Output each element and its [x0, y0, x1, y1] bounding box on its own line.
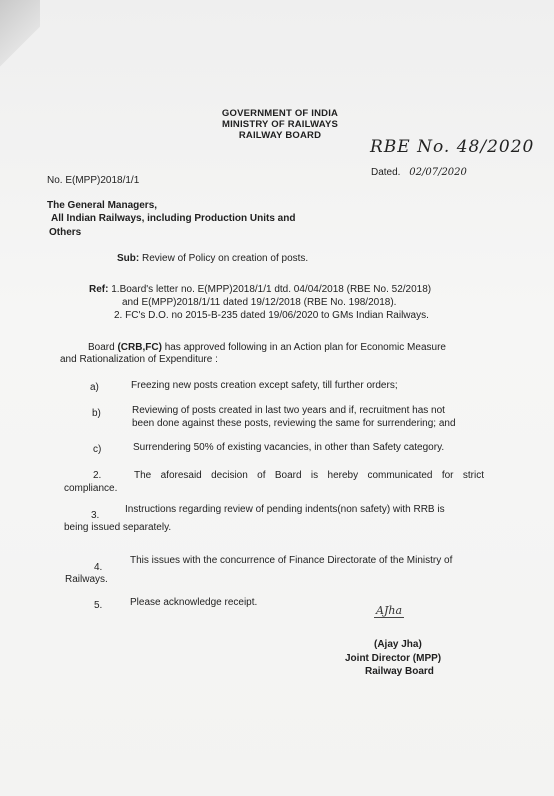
item-b-marker: b) [92, 408, 101, 419]
signatory-name: (Ajay Jha) [374, 639, 422, 650]
intro-bold: (CRB,FC) [117, 342, 162, 353]
item-c-marker: c) [93, 444, 102, 455]
para-3-line-2: being issued separately. [64, 522, 172, 533]
reference-text-1: 1.Board's letter no. E(MPP)2018/1/1 dtd. 04/04/2018 (RBE No. 52/2018) [111, 284, 432, 295]
para-2-line-1: The aforesaid decision of Board is hereby communicated for strict [134, 470, 484, 481]
addressee-line-3: Others [49, 227, 82, 238]
letter-number: No. E(MPP)2018/1/1 [47, 175, 140, 186]
header-board: RAILWAY BOARD [238, 130, 322, 141]
addressee-line-1: The General Managers, [47, 200, 158, 211]
item-a-text: Freezing new posts creation except safety, till further orders; [131, 380, 398, 391]
subject-label: Sub: [117, 253, 140, 264]
para-4-number: 4. [94, 562, 103, 573]
subject-line [117, 252, 308, 265]
item-a-marker: a) [90, 382, 99, 393]
para-3-number: 3. [91, 510, 100, 521]
signatory-designation: Joint Director (MPP) [345, 653, 442, 664]
para-2-number: 2. [93, 470, 102, 481]
reference-line-2: and E(MPP)2018/1/11 dated 19/12/2018 (RBE No. 198/2018). [122, 297, 397, 308]
date-value: 02/07/2020 [409, 167, 467, 178]
item-b-text-2: been done against these posts, reviewing the same for surrendering; and [132, 418, 456, 429]
date-label: Dated. [371, 167, 401, 178]
date-line [371, 166, 467, 179]
para-4-line-2: Railways. [65, 574, 108, 585]
header-government: GOVERNMENT OF INDIA [221, 108, 339, 119]
rbe-number-handwritten: RBE No. 48/2020 [370, 137, 535, 157]
reference-label: Ref: [89, 284, 109, 295]
para-2-line-2: compliance. [64, 483, 118, 494]
signatory-office: Railway Board [365, 666, 434, 677]
subject-text: Review of Policy on creation of posts. [142, 253, 309, 264]
para-3-line-1: Instructions regarding review of pending indents(non safety) with RRB is [125, 504, 445, 515]
header-ministry: MINISTRY OF RAILWAYS [221, 119, 339, 130]
para-4-line-1: This issues with the concurrence of Finance Directorate of the Ministry of [130, 555, 453, 566]
reference-line-3: 2. FC's D.O. no 2015-B-235 dated 19/06/2020 to GMs Indian Railways. [114, 310, 429, 321]
intro-post: has approved following in an Action plan for Economic Measure [164, 342, 446, 353]
para-5-number: 5. [94, 600, 103, 611]
item-c-text: Surrendering 50% of existing vacancies, in other than Safety category. [133, 442, 445, 453]
addressee-line-2: All Indian Railways, including Production Units and [51, 213, 296, 224]
item-b-text-1: Reviewing of posts created in last two years and if, recruitment has not [132, 405, 445, 416]
page-fold-shadow [0, 0, 40, 70]
intro-line-2: and Rationalization of Expenditure : [60, 354, 218, 365]
para-5-line-1: Please acknowledge receipt. [130, 597, 258, 608]
reference-line-1 [89, 283, 431, 296]
signature-mark: AJha [376, 604, 402, 617]
intro-pre: Board [88, 342, 115, 353]
